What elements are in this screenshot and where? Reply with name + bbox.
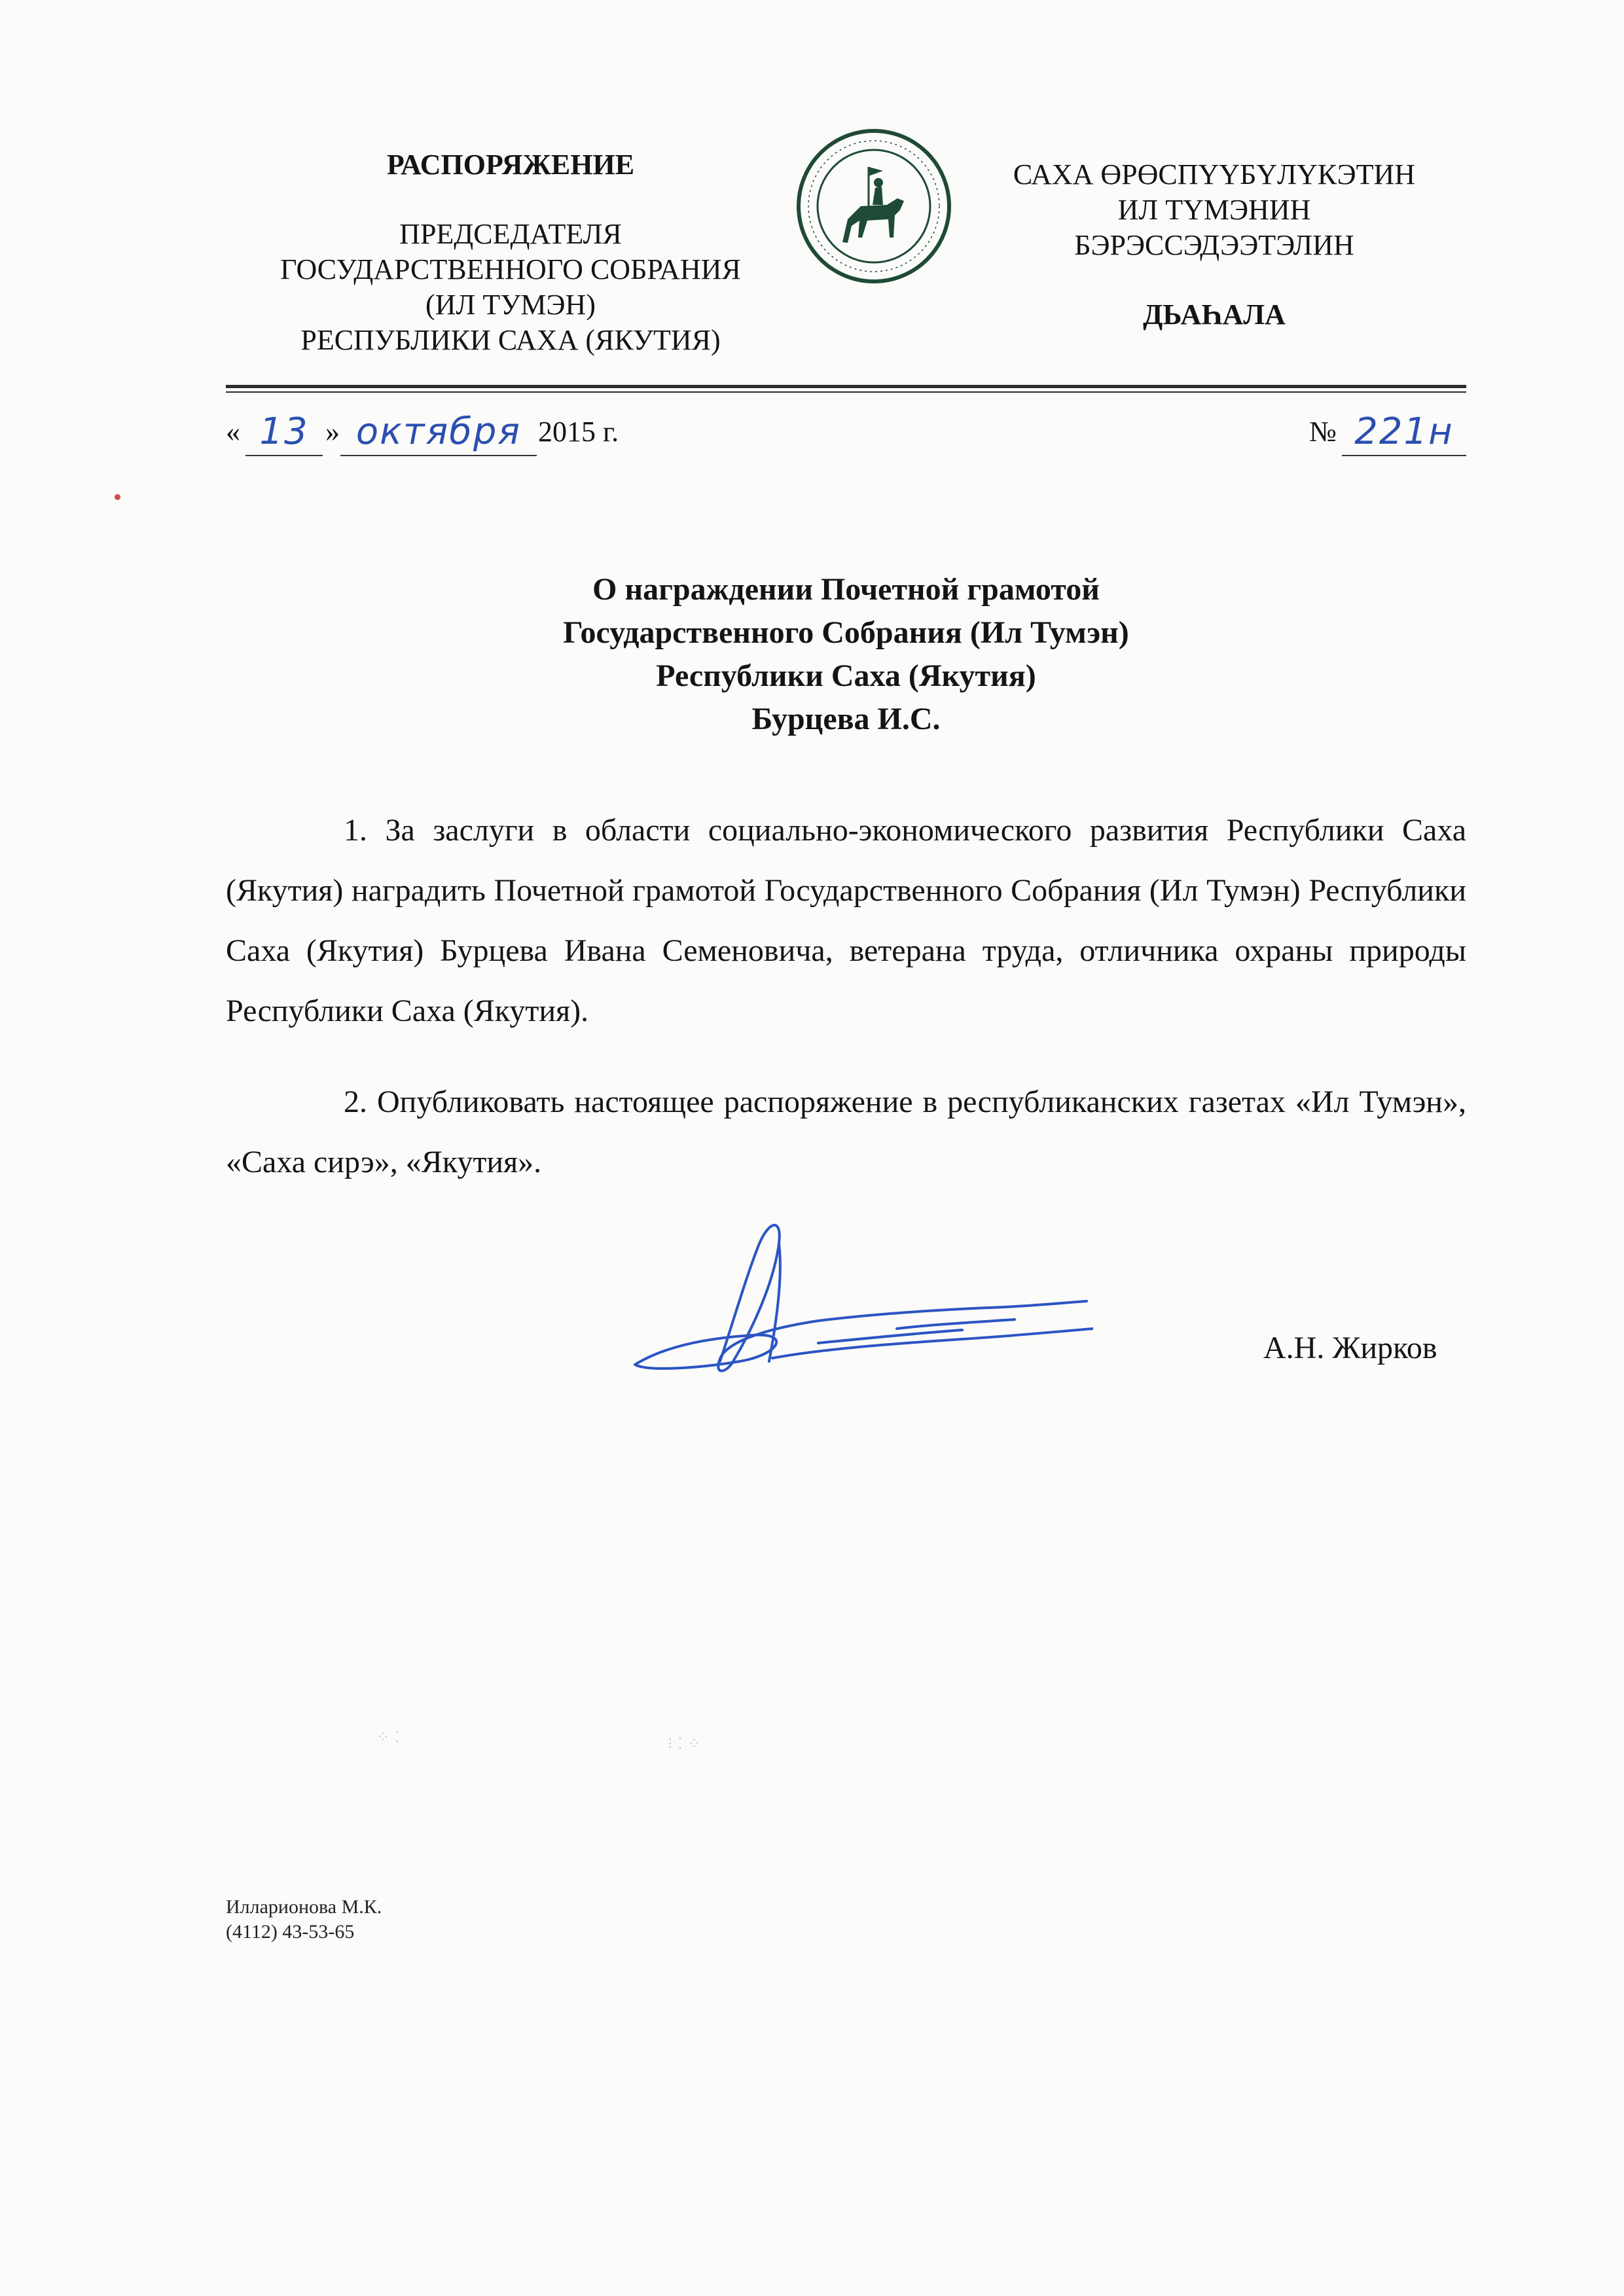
header-divider (226, 385, 1466, 388)
scan-noise: ⁝ ⁚ ⁘ (668, 1734, 701, 1753)
date-year: 2015 г. (538, 416, 619, 448)
header-right-line: ИЛ ТҮМЭНИН (1117, 194, 1311, 226)
title-line: Государственного Собрания (Ил Тумэн) (563, 615, 1129, 650)
header-right (969, 157, 1460, 332)
body-paragraph-2: 2. Опубликовать настоящее распоряжение в республиканских газетах «Ил Тумэн», «Саха сирэ», «Якутия». (226, 1085, 1466, 1179)
header-left-title: РАСПОРЯЖЕНИЕ (386, 149, 635, 181)
date-open-quote: « (226, 416, 240, 448)
header-left-line: ГОСУДАРСТВЕННОГО СОБРАНИЯ (280, 253, 741, 285)
date-day: 13 (245, 409, 323, 456)
document-number-prefix: № (1309, 416, 1337, 448)
title-line: Республики Саха (Якутия) (656, 658, 1036, 693)
header-divider-thin (226, 391, 1466, 393)
header-left (223, 147, 799, 358)
executor-info (226, 1895, 382, 1945)
header-right-title: ДЬАҺАЛА (1143, 298, 1286, 331)
executor-name: Илларионова М.К. (226, 1896, 382, 1918)
date-month: октября (340, 409, 537, 456)
header-right-line: САХА ӨРӨСПҮҮБҮЛҮКЭТИН (1013, 158, 1416, 190)
date-close-quote: » (325, 416, 340, 448)
handwritten-signature-icon (622, 1204, 1093, 1394)
header-left-line: РЕСПУБЛИКИ САХА (ЯКУТИЯ) (300, 324, 721, 356)
document-number: 221н (1342, 409, 1466, 456)
signer-name: А.Н. Жирков (1263, 1331, 1437, 1365)
executor-phone: (4112) 43-53-65 (226, 1921, 355, 1943)
header-left-line: ПРЕДСЕДАТЕЛЯ (399, 218, 622, 250)
header-right-line: БЭРЭССЭДЭЭТЭЛИН (1074, 229, 1354, 261)
header-left-line: (ИЛ ТУМЭН) (425, 289, 596, 321)
document-title (226, 568, 1466, 741)
scan-noise: ⁘ ⁚ (376, 1728, 400, 1746)
title-line: О награждении Почетной грамотой (592, 572, 1100, 607)
body-paragraph-1: 1. За заслуги в области социально-экономического развития Республики Саха (Якутия) наградить Почетной грамотой Государственного Собрания (Ил Тумэн) Республики Саха (Якутия) Бурцева Ивана Семеновича, ветерана труда, отличника охраны природы Республики Саха (Якутия). (226, 813, 1466, 1028)
coat-of-arms-sakha-icon (795, 128, 952, 285)
title-line: Бурцева И.С. (751, 702, 941, 736)
red-mark (115, 494, 120, 500)
